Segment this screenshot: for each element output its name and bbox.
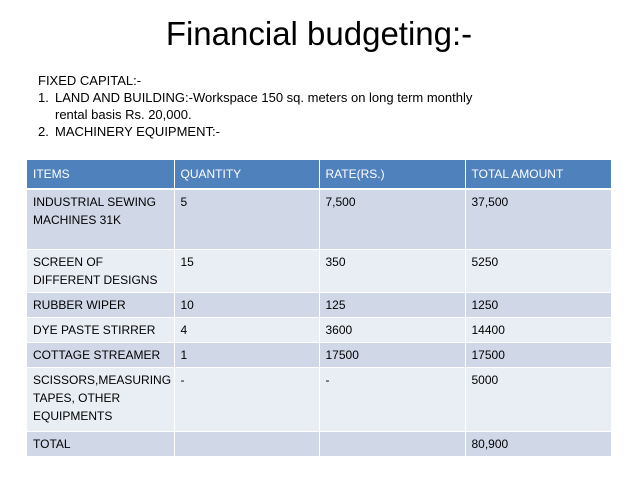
cell-rate: - — [319, 367, 465, 431]
cell-total: 17500 — [465, 342, 611, 367]
cell-quantity: 15 — [174, 249, 319, 292]
cell-rate: 125 — [319, 292, 465, 317]
total-label: TOTAL — [27, 431, 174, 456]
list-item-2-number: 2. — [38, 124, 49, 139]
cell-total: 5000 — [465, 367, 611, 431]
budget-table — [27, 160, 612, 457]
total-rate — [319, 431, 465, 456]
intro-text — [38, 72, 608, 140]
header-rate: RATE(RS.) — [319, 160, 465, 189]
cell-rate: 17500 — [319, 342, 465, 367]
cell-quantity: 5 — [174, 189, 319, 249]
header-total-amount: TOTAL AMOUNT — [465, 160, 611, 189]
table-row — [27, 189, 611, 249]
cell-item: COTTAGE STREAMER — [27, 342, 174, 367]
table-row — [27, 317, 611, 342]
cell-item: INDUSTRIAL SEWING MACHINES 31K — [27, 189, 174, 249]
cell-rate: 350 — [319, 249, 465, 292]
cell-rate: 3600 — [319, 317, 465, 342]
list-item-1-number: 1. — [38, 90, 49, 105]
table-header-row — [27, 160, 611, 189]
table-row — [27, 292, 611, 317]
slide-title: Financial budgeting:- — [165, 15, 473, 52]
list-item-2-text: MACHINERY EQUIPMENT:- — [55, 124, 220, 139]
fixed-capital-heading: FIXED CAPITAL:- — [38, 73, 142, 88]
cell-quantity: 1 — [174, 342, 319, 367]
cell-item: SCREEN OF DIFFERENT DESIGNS — [27, 249, 174, 292]
table-row — [27, 342, 611, 367]
cell-item: RUBBER WIPER — [27, 292, 174, 317]
cell-item: DYE PASTE STIRRER — [27, 317, 174, 342]
cell-rate: 7,500 — [319, 189, 465, 249]
header-quantity: QUANTITY — [174, 160, 319, 189]
list-item-2 — [38, 123, 608, 140]
cell-quantity: - — [174, 367, 319, 431]
total-quantity — [174, 431, 319, 456]
list-item-1-continuation: rental basis Rs. 20,000. — [55, 107, 192, 122]
table-row — [27, 367, 611, 431]
list-item-1-text: LAND AND BUILDING:-Workspace 150 sq. meters on long term monthly — [55, 90, 473, 105]
cell-total: 1250 — [465, 292, 611, 317]
cell-quantity: 4 — [174, 317, 319, 342]
cell-item: SCISSORS,MEASURING TAPES, OTHER EQUIPMENTS — [27, 367, 174, 431]
cell-total: 5250 — [465, 249, 611, 292]
total-amount: 80,900 — [465, 431, 611, 456]
table-total-row — [27, 431, 611, 456]
cell-total: 14400 — [465, 317, 611, 342]
table-row — [27, 249, 611, 292]
cell-quantity: 10 — [174, 292, 319, 317]
list-item-1 — [38, 89, 608, 106]
header-items: ITEMS — [27, 160, 174, 189]
cell-total: 37,500 — [465, 189, 611, 249]
